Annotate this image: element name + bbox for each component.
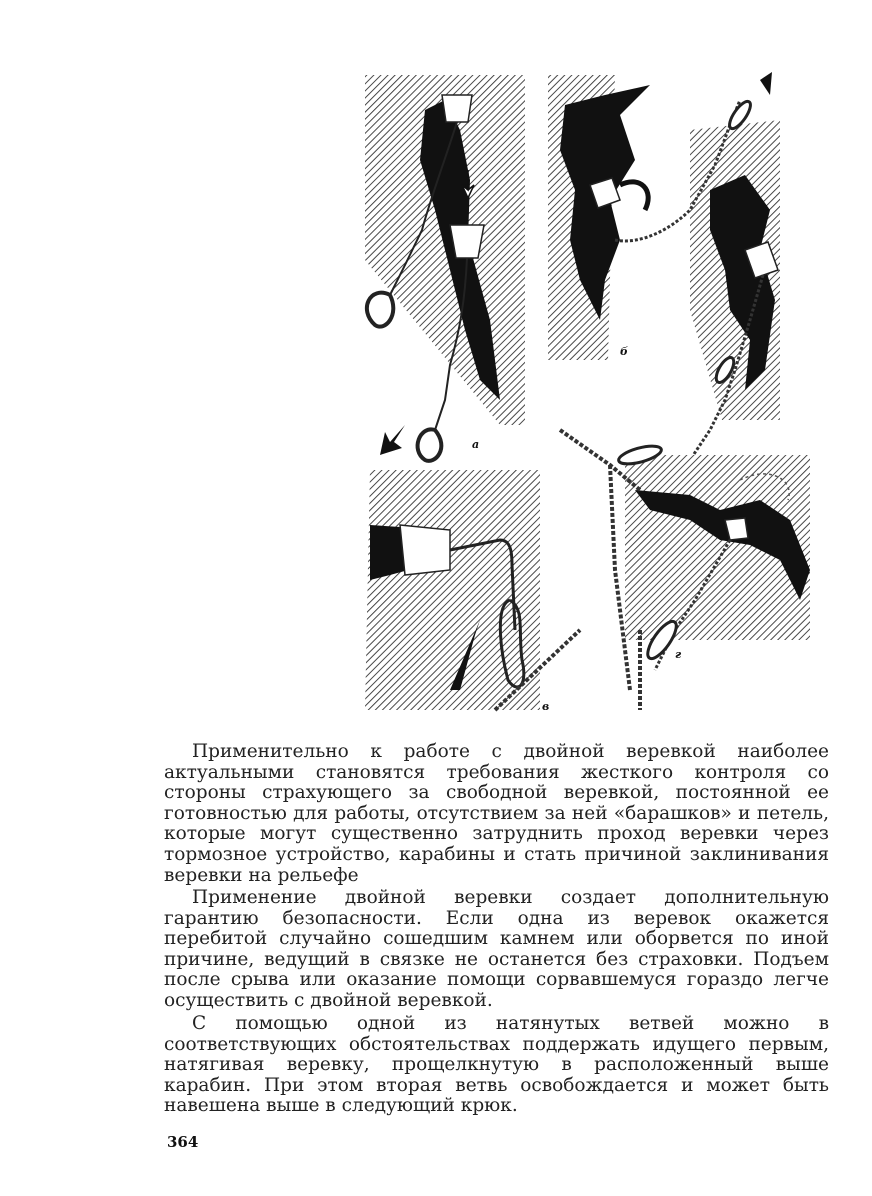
panel-label-g: г	[675, 648, 682, 661]
paragraph-3: С помощью одной из натянутых ветвей можно в соответствующих обстоятельствах поддержать идущего первым, натягивая веревку, прощелкнутую в расположенный выше карабин. При этом вторая ветвь освобождается и может быть навешена выше в следующий крюк.	[164, 1013, 829, 1117]
illustration-panels	[350, 70, 830, 720]
panel-label-b: б	[620, 345, 628, 358]
panel-v	[365, 470, 580, 713]
panel-g	[560, 430, 810, 710]
panel-label-v: в	[542, 700, 550, 713]
page-number: 364	[167, 1133, 199, 1151]
panel-a	[365, 75, 525, 461]
panel-label-a: а	[472, 438, 480, 451]
panel-b	[548, 72, 780, 460]
paragraph-1: Применительно к работе с двойной веревкой наиболее актуальными становятся требования жесткого контроля со стороны страхующего за свободной веревкой, постоянной ее готовностью для работы, отсутствием за ней «барашков» и петель, которые могут существенно затруднить проход веревки через тормозное устройство, карабины и стать причиной заклинивания веревки на рельефе	[164, 741, 829, 886]
paragraph-2: Применение двойной веревки создает дополнительную гарантию безопасности. Если одна из веревок окажется перебитой случайно сошедшим камнем или оборвется по иной причине, ведущий в связке не останется без страховки. Подъем после срыва или оказание помощи сорвавшемуся гораздо легче осуществить с двойной веревкой.	[164, 887, 829, 1011]
